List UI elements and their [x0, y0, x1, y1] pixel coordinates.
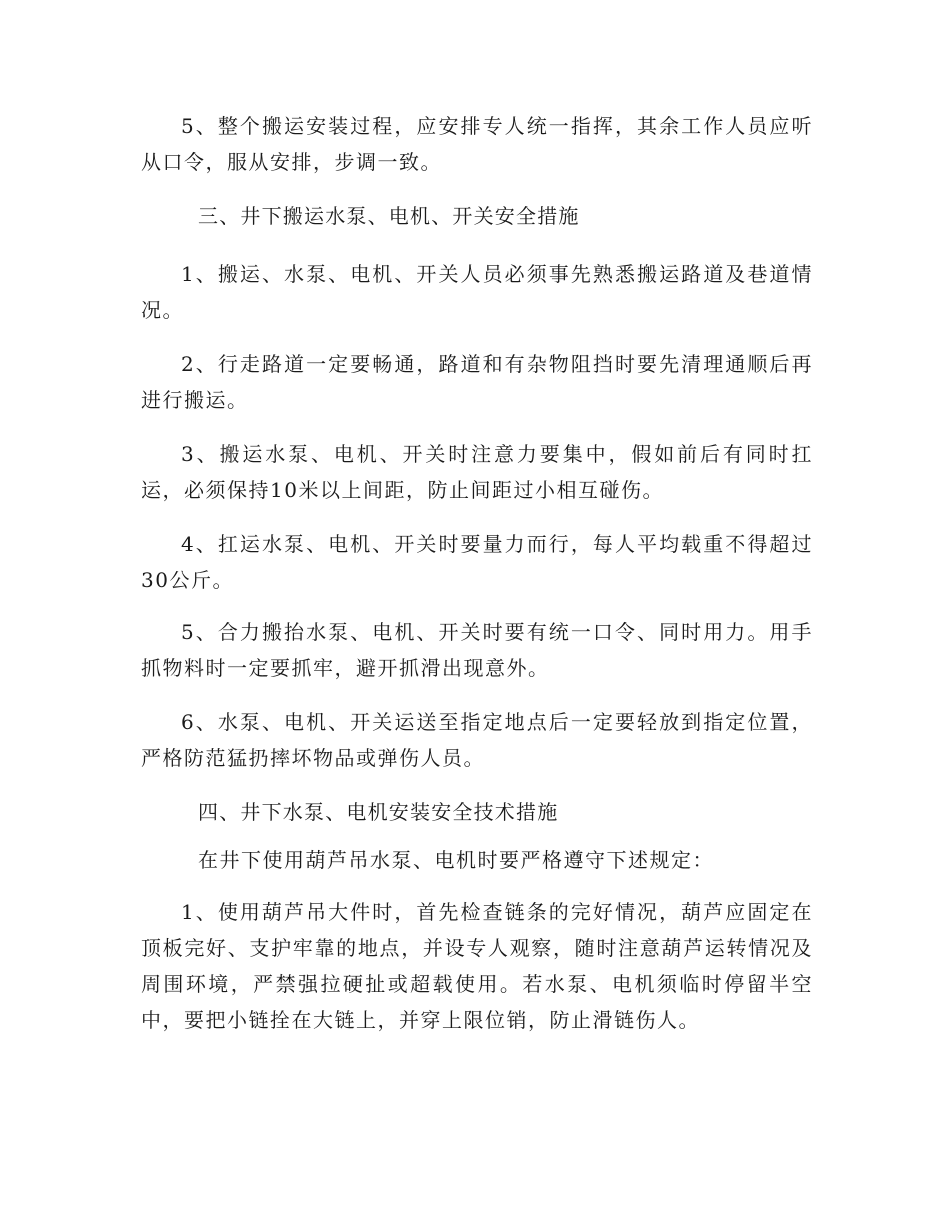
paragraph-hoist-rules-intro: 在井下使用葫芦吊水泵、电机时要严格遵守下述规定：: [198, 848, 714, 872]
section-heading-four: 四、井下水泵、电机安装安全技术措施: [198, 800, 559, 824]
section-heading-three: 三、井下搬运水泵、电机、开关安全措施: [198, 204, 580, 228]
paragraph-item-4-load-limit: 4、扛运水泵、电机、开关时要量力而行，每人平均载重不得超过30公斤。: [141, 532, 813, 592]
paragraph-item-1-hoist-usage: 1、使用葫芦吊大件时，首先检查链条的完好情况，葫芦应固定在顶板完好、支护牢靠的地点，并设专人观察，随时注意葫芦运转情况及周围环境，严禁强拉硬扯或超载使用。若水泵、电机须临时停留半空中，要把小链拴在大链上，并穿上限位销，防止滑链伤人。: [141, 900, 813, 1032]
paragraph-item-5-unified-command: 5、整个搬运安装过程，应安排专人统一指挥，其余工作人员应听从口令，服从安排，步调一致。: [141, 114, 813, 174]
paragraph-item-5-joint-lifting: 5、合力搬抬水泵、电机、开关时要有统一口令、同时用力。用手抓物料时一定要抓牢，避开抓滑出现意外。: [141, 620, 813, 680]
paragraph-item-3-spacing: 3、搬运水泵、电机、开关时注意力要集中，假如前后有同时扛运，必须保持10米以上间距，防止间距过小相互碰伤。: [141, 442, 813, 502]
paragraph-item-2-clear-path: 2、行走路道一定要畅通，路道和有杂物阻挡时要先清理通顺后再进行搬运。: [141, 352, 813, 412]
paragraph-item-6-placement: 6、水泵、电机、开关运送至指定地点后一定要轻放到指定位置，严格防范猛扔摔坏物品或弹伤人员。: [141, 710, 813, 770]
paragraph-item-1-route-familiarity: 1、搬运、水泵、电机、开关人员必须事先熟悉搬运路道及巷道情况。: [141, 262, 813, 322]
